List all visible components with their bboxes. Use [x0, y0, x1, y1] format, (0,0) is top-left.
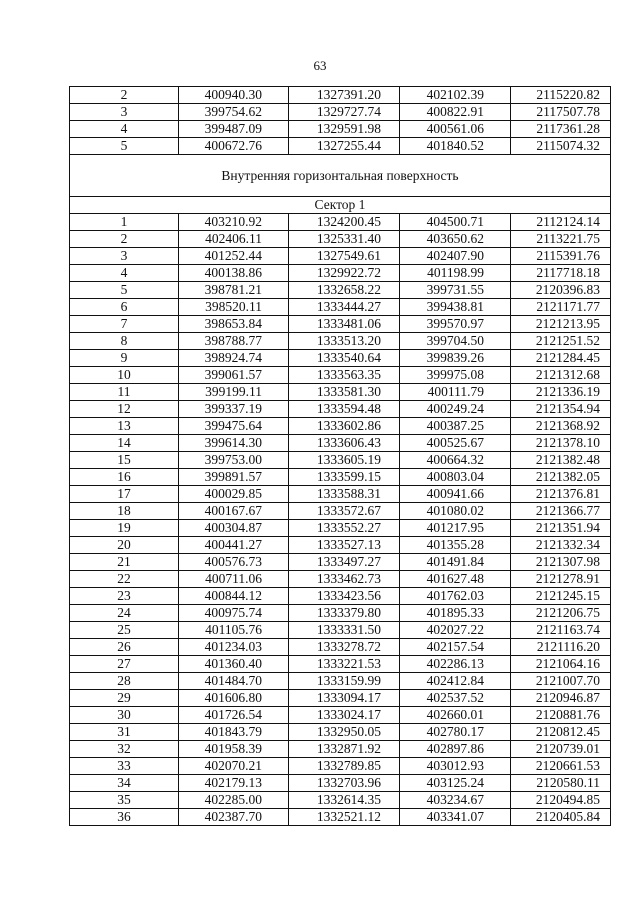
coord-x1-cell: 400711.06 — [179, 571, 289, 588]
coord-y1-cell: 1333563.35 — [289, 367, 400, 384]
coord-y1-cell: 1333513.20 — [289, 333, 400, 350]
coord-x1-cell: 400304.87 — [179, 520, 289, 537]
coord-x1-cell: 398781.21 — [179, 282, 289, 299]
table-row — [70, 605, 611, 622]
coord-y1-cell: 1327549.61 — [289, 248, 400, 265]
coord-x1-cell: 401843.79 — [179, 724, 289, 741]
sector-rows — [70, 214, 611, 826]
coord-y1-cell: 1333527.13 — [289, 537, 400, 554]
table-row — [70, 639, 611, 656]
coord-x1-cell: 402285.00 — [179, 792, 289, 809]
coord-x2-cell: 400525.67 — [400, 435, 511, 452]
coord-x2-cell: 401198.99 — [400, 265, 511, 282]
coord-x1-cell: 402070.21 — [179, 758, 289, 775]
point-number-cell: 4 — [70, 265, 179, 282]
coord-x2-cell: 402537.52 — [400, 690, 511, 707]
coord-x2-cell: 402412.84 — [400, 673, 511, 690]
coord-y2-cell: 2121307.98 — [511, 554, 611, 571]
coord-y2-cell: 2121007.70 — [511, 673, 611, 690]
coord-y1-cell: 1332614.35 — [289, 792, 400, 809]
coord-x1-cell: 398653.84 — [179, 316, 289, 333]
coord-y1-cell: 1332789.85 — [289, 758, 400, 775]
section-title: Внутренняя горизонтальная поверхность — [70, 155, 611, 197]
coord-y2-cell: 2113221.75 — [511, 231, 611, 248]
coord-x2-cell: 400803.04 — [400, 469, 511, 486]
coord-x1-cell: 400940.30 — [179, 87, 289, 104]
table-row — [70, 503, 611, 520]
point-number-cell: 14 — [70, 435, 179, 452]
coord-y2-cell: 2121378.10 — [511, 435, 611, 452]
coord-y2-cell: 2120396.83 — [511, 282, 611, 299]
point-number-cell: 26 — [70, 639, 179, 656]
point-number-cell: 24 — [70, 605, 179, 622]
coord-x2-cell: 400822.91 — [400, 104, 511, 121]
coord-y1-cell: 1332871.92 — [289, 741, 400, 758]
point-number-cell: 2 — [70, 231, 179, 248]
point-number-cell: 27 — [70, 656, 179, 673]
coord-x1-cell: 399614.30 — [179, 435, 289, 452]
coord-x1-cell: 399753.00 — [179, 452, 289, 469]
coord-x2-cell: 400111.79 — [400, 384, 511, 401]
coord-y2-cell: 2121354.94 — [511, 401, 611, 418]
point-number-cell: 10 — [70, 367, 179, 384]
coord-x2-cell: 399731.55 — [400, 282, 511, 299]
coord-y2-cell: 2121245.15 — [511, 588, 611, 605]
coord-y2-cell: 2120661.53 — [511, 758, 611, 775]
coord-y2-cell: 2121206.75 — [511, 605, 611, 622]
coord-x2-cell: 400941.66 — [400, 486, 511, 503]
coord-x1-cell: 400576.73 — [179, 554, 289, 571]
table-row — [70, 350, 611, 367]
coord-x1-cell: 399199.11 — [179, 384, 289, 401]
coord-y1-cell: 1333481.06 — [289, 316, 400, 333]
coord-x2-cell: 404500.71 — [400, 214, 511, 231]
table-row — [70, 486, 611, 503]
point-number-cell: 25 — [70, 622, 179, 639]
coord-y2-cell: 2121064.16 — [511, 656, 611, 673]
point-number-cell: 31 — [70, 724, 179, 741]
table-row — [70, 775, 611, 792]
point-number-cell: 15 — [70, 452, 179, 469]
coord-y1-cell: 1333024.17 — [289, 707, 400, 724]
point-number-cell: 30 — [70, 707, 179, 724]
table-row — [70, 452, 611, 469]
coord-y1-cell: 1327391.20 — [289, 87, 400, 104]
coord-x1-cell: 400167.67 — [179, 503, 289, 520]
top-rows — [70, 87, 611, 155]
point-number-cell: 23 — [70, 588, 179, 605]
table-row — [70, 724, 611, 741]
coord-x2-cell: 400387.25 — [400, 418, 511, 435]
coord-y2-cell: 2121366.77 — [511, 503, 611, 520]
coord-x1-cell: 399754.62 — [179, 104, 289, 121]
coord-x2-cell: 402660.01 — [400, 707, 511, 724]
coord-y2-cell: 2121116.20 — [511, 639, 611, 656]
point-number-cell: 19 — [70, 520, 179, 537]
coord-x2-cell: 401217.95 — [400, 520, 511, 537]
point-number-cell: 32 — [70, 741, 179, 758]
coord-x1-cell: 400441.27 — [179, 537, 289, 554]
coord-x2-cell: 401355.28 — [400, 537, 511, 554]
table-row — [70, 384, 611, 401]
coord-x1-cell: 401252.44 — [179, 248, 289, 265]
coord-x1-cell: 402406.11 — [179, 231, 289, 248]
coord-x2-cell: 403650.62 — [400, 231, 511, 248]
coord-x1-cell: 399475.64 — [179, 418, 289, 435]
point-number-cell: 11 — [70, 384, 179, 401]
coord-x2-cell: 402407.90 — [400, 248, 511, 265]
coord-x2-cell: 400249.24 — [400, 401, 511, 418]
coord-y2-cell: 2121382.05 — [511, 469, 611, 486]
coord-y1-cell: 1333540.64 — [289, 350, 400, 367]
table-row — [70, 741, 611, 758]
coord-x2-cell: 402780.17 — [400, 724, 511, 741]
point-number-cell: 3 — [70, 248, 179, 265]
coord-x2-cell: 399570.97 — [400, 316, 511, 333]
point-number-cell: 21 — [70, 554, 179, 571]
coord-y1-cell: 1325331.40 — [289, 231, 400, 248]
point-number-cell: 13 — [70, 418, 179, 435]
coord-y1-cell: 1333094.17 — [289, 690, 400, 707]
point-number-cell: 1 — [70, 214, 179, 231]
coord-x1-cell: 400029.85 — [179, 486, 289, 503]
coord-y1-cell: 1333331.50 — [289, 622, 400, 639]
coord-x1-cell: 402387.70 — [179, 809, 289, 826]
coord-x2-cell: 402102.39 — [400, 87, 511, 104]
coord-y1-cell: 1333594.48 — [289, 401, 400, 418]
table-row — [70, 758, 611, 775]
coord-y1-cell: 1333599.15 — [289, 469, 400, 486]
coord-y1-cell: 1329591.98 — [289, 121, 400, 138]
coord-y1-cell: 1333159.99 — [289, 673, 400, 690]
coord-x2-cell: 399839.26 — [400, 350, 511, 367]
coord-y2-cell: 2120494.85 — [511, 792, 611, 809]
table-row — [70, 792, 611, 809]
point-number-cell: 20 — [70, 537, 179, 554]
coordinates-table — [69, 86, 611, 826]
coord-y1-cell: 1332703.96 — [289, 775, 400, 792]
coord-y2-cell: 2117718.18 — [511, 265, 611, 282]
coord-y1-cell: 1333602.86 — [289, 418, 400, 435]
table-row — [70, 673, 611, 690]
coord-x1-cell: 401234.03 — [179, 639, 289, 656]
coord-x2-cell: 402157.54 — [400, 639, 511, 656]
point-number-cell: 22 — [70, 571, 179, 588]
coord-y1-cell: 1324200.45 — [289, 214, 400, 231]
coord-y1-cell: 1329727.74 — [289, 104, 400, 121]
coord-y1-cell: 1332521.12 — [289, 809, 400, 826]
coord-y1-cell: 1332950.05 — [289, 724, 400, 741]
coord-y1-cell: 1333606.43 — [289, 435, 400, 452]
coord-y2-cell: 2115074.32 — [511, 138, 611, 155]
coord-x1-cell: 401105.76 — [179, 622, 289, 639]
coord-y1-cell: 1333444.27 — [289, 299, 400, 316]
table-row — [70, 622, 611, 639]
coord-x2-cell: 403012.93 — [400, 758, 511, 775]
coord-y1-cell: 1333572.67 — [289, 503, 400, 520]
coord-y2-cell: 2120812.45 — [511, 724, 611, 741]
coord-y2-cell: 2121312.68 — [511, 367, 611, 384]
coord-x1-cell: 399891.57 — [179, 469, 289, 486]
coord-x1-cell: 400844.12 — [179, 588, 289, 605]
coord-y1-cell: 1333221.53 — [289, 656, 400, 673]
coord-x1-cell: 399061.57 — [179, 367, 289, 384]
coord-y1-cell: 1333588.31 — [289, 486, 400, 503]
coord-y2-cell: 2121278.91 — [511, 571, 611, 588]
coord-y1-cell: 1333552.27 — [289, 520, 400, 537]
coord-x1-cell: 398924.74 — [179, 350, 289, 367]
coord-y1-cell: 1329922.72 — [289, 265, 400, 282]
coord-x2-cell: 399975.08 — [400, 367, 511, 384]
point-number-cell: 33 — [70, 758, 179, 775]
point-number-cell: 28 — [70, 673, 179, 690]
coord-y1-cell: 1333423.56 — [289, 588, 400, 605]
table-row — [70, 333, 611, 350]
coord-x1-cell: 399487.09 — [179, 121, 289, 138]
coord-x1-cell: 400975.74 — [179, 605, 289, 622]
point-number-cell: 8 — [70, 333, 179, 350]
table-row — [70, 469, 611, 486]
coord-x2-cell: 399704.50 — [400, 333, 511, 350]
table-row — [70, 418, 611, 435]
point-number-cell: 9 — [70, 350, 179, 367]
coord-y2-cell: 2121251.52 — [511, 333, 611, 350]
sector-row — [70, 197, 611, 214]
point-number-cell: 34 — [70, 775, 179, 792]
coord-x1-cell: 401726.54 — [179, 707, 289, 724]
table-row — [70, 138, 611, 155]
point-number-cell: 5 — [70, 282, 179, 299]
point-number-cell: 5 — [70, 138, 179, 155]
coord-x2-cell: 403125.24 — [400, 775, 511, 792]
coord-y2-cell: 2121368.92 — [511, 418, 611, 435]
coord-y2-cell: 2120946.87 — [511, 690, 611, 707]
coord-x1-cell: 398788.77 — [179, 333, 289, 350]
coord-y2-cell: 2121163.74 — [511, 622, 611, 639]
table-row — [70, 214, 611, 231]
coord-y2-cell: 2120405.84 — [511, 809, 611, 826]
coord-x2-cell: 401627.48 — [400, 571, 511, 588]
coord-y1-cell: 1333462.73 — [289, 571, 400, 588]
coord-x1-cell: 401360.40 — [179, 656, 289, 673]
table-row — [70, 248, 611, 265]
coord-y2-cell: 2121284.45 — [511, 350, 611, 367]
point-number-cell: 17 — [70, 486, 179, 503]
table-row — [70, 588, 611, 605]
coord-x2-cell: 399438.81 — [400, 299, 511, 316]
coord-y2-cell: 2121171.77 — [511, 299, 611, 316]
coord-y2-cell: 2120580.11 — [511, 775, 611, 792]
coord-x2-cell: 401895.33 — [400, 605, 511, 622]
table-row — [70, 520, 611, 537]
coord-x2-cell: 400561.06 — [400, 121, 511, 138]
coord-y2-cell: 2117361.28 — [511, 121, 611, 138]
point-number-cell: 36 — [70, 809, 179, 826]
coord-x2-cell: 401840.52 — [400, 138, 511, 155]
table-row — [70, 104, 611, 121]
table-row — [70, 231, 611, 248]
point-number-cell: 3 — [70, 104, 179, 121]
point-number-cell: 29 — [70, 690, 179, 707]
coord-x2-cell: 401491.84 — [400, 554, 511, 571]
coord-x2-cell: 401080.02 — [400, 503, 511, 520]
coord-x2-cell: 403341.07 — [400, 809, 511, 826]
coord-y1-cell: 1333379.80 — [289, 605, 400, 622]
coord-y2-cell: 2121336.19 — [511, 384, 611, 401]
table-row — [70, 316, 611, 333]
coord-x1-cell: 398520.11 — [179, 299, 289, 316]
table-row — [70, 537, 611, 554]
table-row — [70, 656, 611, 673]
section-header — [70, 155, 611, 214]
coord-y2-cell: 2115220.82 — [511, 87, 611, 104]
coord-y1-cell: 1333605.19 — [289, 452, 400, 469]
table-row — [70, 809, 611, 826]
table-row — [70, 690, 611, 707]
coord-x1-cell: 401484.70 — [179, 673, 289, 690]
coord-x1-cell: 401606.80 — [179, 690, 289, 707]
page-number: 63 — [313, 58, 327, 73]
point-number-cell: 12 — [70, 401, 179, 418]
table-row — [70, 87, 611, 104]
point-number-cell: 18 — [70, 503, 179, 520]
coord-x1-cell: 399337.19 — [179, 401, 289, 418]
coord-y2-cell: 2121332.34 — [511, 537, 611, 554]
coord-y1-cell: 1333497.27 — [289, 554, 400, 571]
table-row — [70, 571, 611, 588]
sector-title: Сектор 1 — [70, 197, 611, 214]
coord-x2-cell: 401762.03 — [400, 588, 511, 605]
table-row — [70, 554, 611, 571]
coord-x2-cell: 403234.67 — [400, 792, 511, 809]
point-number-cell: 7 — [70, 316, 179, 333]
coord-y2-cell: 2120881.76 — [511, 707, 611, 724]
table-row — [70, 282, 611, 299]
coord-y1-cell: 1333278.72 — [289, 639, 400, 656]
coord-x2-cell: 402027.22 — [400, 622, 511, 639]
coord-x2-cell: 402897.86 — [400, 741, 511, 758]
coord-y2-cell: 2121351.94 — [511, 520, 611, 537]
coord-y1-cell: 1332658.22 — [289, 282, 400, 299]
coord-y2-cell: 2120739.01 — [511, 741, 611, 758]
table-row — [70, 401, 611, 418]
point-number-cell: 35 — [70, 792, 179, 809]
table-row — [70, 367, 611, 384]
coord-y1-cell: 1333581.30 — [289, 384, 400, 401]
point-number-cell: 2 — [70, 87, 179, 104]
table-row — [70, 299, 611, 316]
coord-x2-cell: 400664.32 — [400, 452, 511, 469]
coord-x1-cell: 400672.76 — [179, 138, 289, 155]
coord-x1-cell: 401958.39 — [179, 741, 289, 758]
coord-y1-cell: 1327255.44 — [289, 138, 400, 155]
table-row — [70, 121, 611, 138]
point-number-cell: 6 — [70, 299, 179, 316]
coord-x2-cell: 402286.13 — [400, 656, 511, 673]
coord-x1-cell: 403210.92 — [179, 214, 289, 231]
point-number-cell: 4 — [70, 121, 179, 138]
coord-y2-cell: 2121376.81 — [511, 486, 611, 503]
coord-y2-cell: 2121382.48 — [511, 452, 611, 469]
coord-y2-cell: 2115391.76 — [511, 248, 611, 265]
coord-x1-cell: 402179.13 — [179, 775, 289, 792]
coord-y2-cell: 2112124.14 — [511, 214, 611, 231]
coord-y2-cell: 2121213.95 — [511, 316, 611, 333]
table-row — [70, 265, 611, 282]
point-number-cell: 16 — [70, 469, 179, 486]
coord-y2-cell: 2117507.78 — [511, 104, 611, 121]
section-row — [70, 155, 611, 197]
table-row — [70, 707, 611, 724]
table-row — [70, 435, 611, 452]
coord-x1-cell: 400138.86 — [179, 265, 289, 282]
